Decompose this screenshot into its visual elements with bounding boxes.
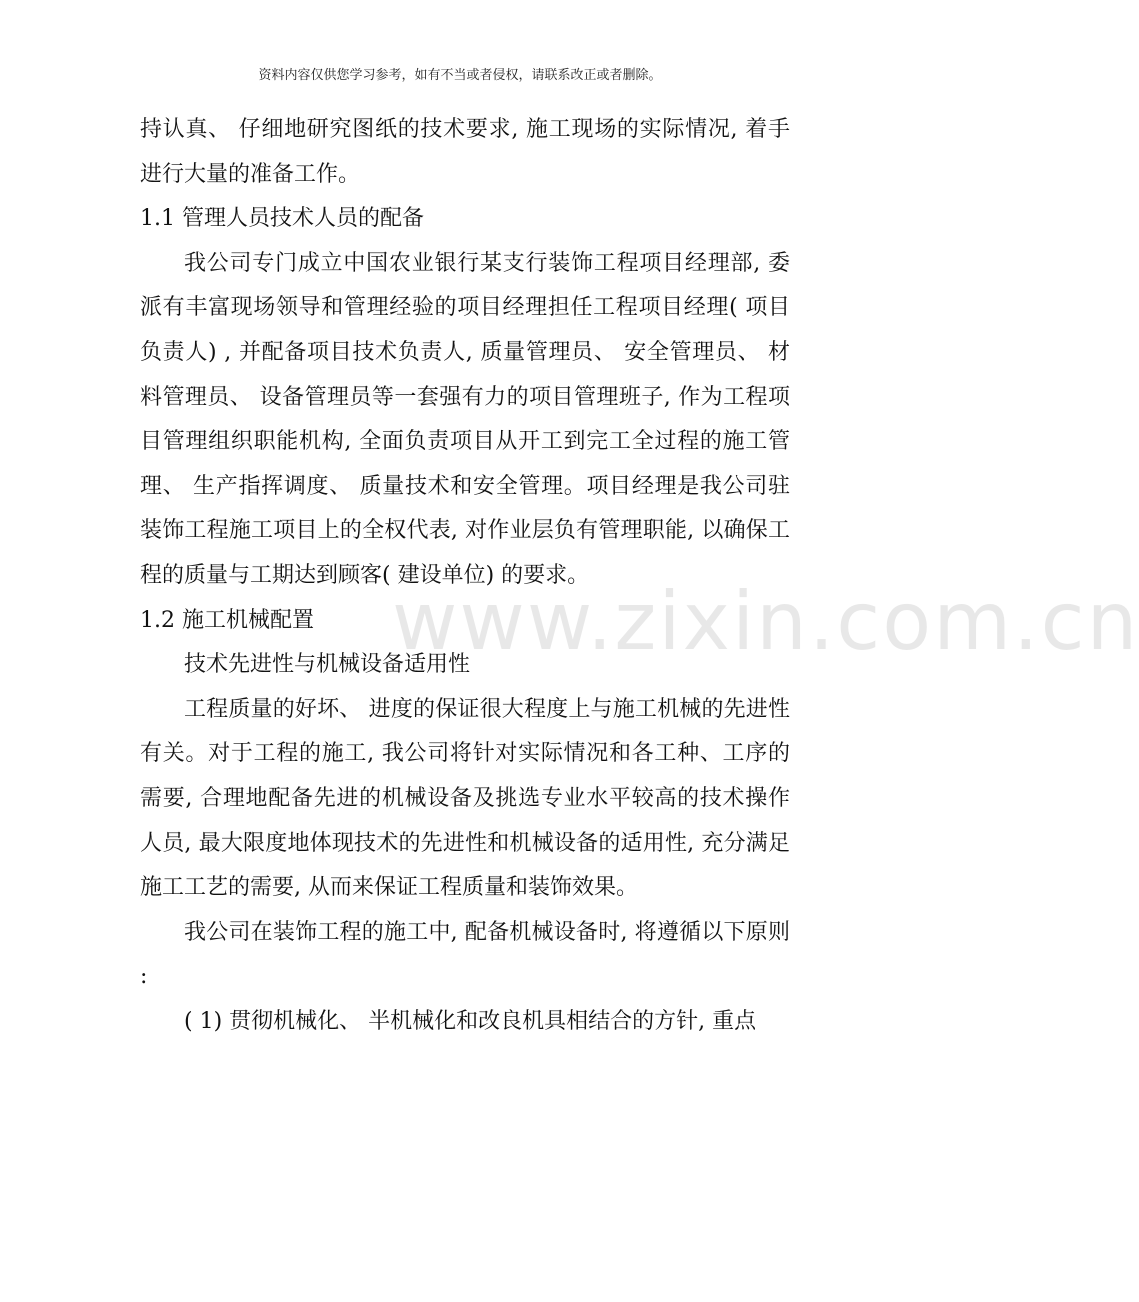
source-notice: 资料内容仅供您学习参考，如有不当或者侵权，请联系改正或者删除。 bbox=[258, 68, 662, 83]
paragraph-machinery-quality: 工程质量的好坏、 进度的保证很大程度上与施工机械的先进性有关。对于工程的施工, 我公司将针对实际情况和各工种、工序的需要, 合理地配备先进的机械设备及挑选专业水平较高的技术操作人员, 最大限度地体现技术的先进性和机械设备的适用性, 充分满足施工工艺的需要, 从而来保证工程质量和装饰效果。 bbox=[140, 696, 790, 901]
paragraph-principle-1: ( 1) 贯彻机械化、 半机械化和改良机具相结合的方针, 重点 bbox=[184, 1008, 757, 1034]
paragraph-management-staff: 我公司专门成立中国农业银行某支行装饰工程项目经理部, 委派有丰富现场领导和管理经验的项目经理担任工程项目经理( 项目负责人) , 并配备项目技术负责人, 质量管理员、 安全管理员、 材料管理员、 设备管理员等一套强有力的项目管理班子, 作为工程项目管理组织职能机构, 全面负责项目从开工到完工全过程的施工管理、 生产指挥调度、 质量技术和安全管理。项目经理是我公司驻装饰工程施工项目上的全权代表, 对作业层负有管理职能, 以确保工程的质量与工期达到顾客( 建设单位) 的要求。 bbox=[140, 250, 790, 588]
watermark: www.zixin.com.cn bbox=[392, 575, 1139, 668]
paragraph-principles-intro: 我公司在装饰工程的施工中, 配备机械设备时, 将遵循以下原则: bbox=[140, 919, 790, 990]
paragraph-continuation: 持认真、 仔细地研究图纸的技术要求, 施工现场的实际情况, 着手进行大量的准备工作。 bbox=[140, 117, 790, 187]
section-heading-1-2: 1.2 施工机械配置 bbox=[140, 607, 314, 633]
subheading-technology-suitability: 技术先进性与机械设备适用性 bbox=[184, 652, 471, 678]
document-body bbox=[140, 108, 790, 1044]
section-heading-1-1: 1.1 管理人员技术人员的配备 bbox=[140, 206, 424, 232]
